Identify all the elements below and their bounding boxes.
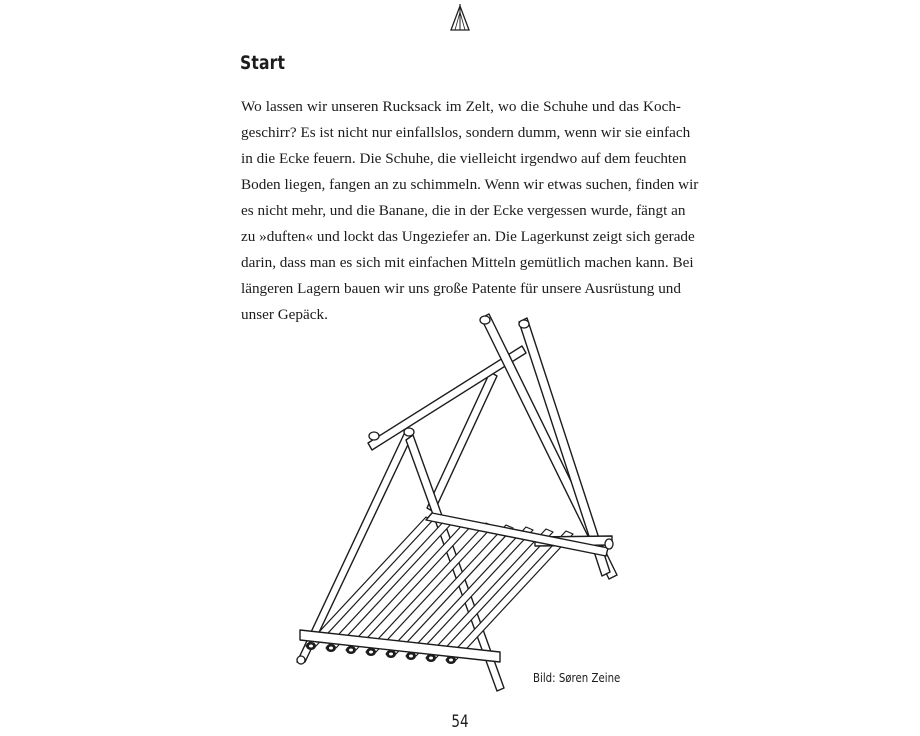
paragraph-line: es nicht mehr, und die Banane, die in der Ecke vergessen wurde, fängt an bbox=[241, 202, 686, 219]
section-heading: Start bbox=[240, 52, 286, 74]
paragraph-line: Boden liegen, fangen an zu schimmeln. Wenn wir etwas suchen, finden wir bbox=[241, 176, 699, 193]
image-credit: Bild: Søren Zeine bbox=[533, 671, 621, 685]
paragraph-line: längeren Lagern bauen wir uns große Patente für unsere Ausrüstung und bbox=[241, 280, 681, 297]
body-paragraph bbox=[241, 94, 699, 328]
paragraph-line: geschirr? Es ist nicht nur einfallslos, sondern dumm, wenn wir sie einfach bbox=[241, 124, 691, 141]
tent-icon bbox=[448, 4, 472, 34]
page-number: 54 bbox=[451, 712, 469, 732]
paragraph-line: unser Gepäck. bbox=[241, 306, 328, 323]
wooden-rack-illustration bbox=[280, 300, 640, 700]
paragraph-line: zu »duften« und lockt das Ungeziefer an. Die Lagerkunst zeigt sich gerade bbox=[241, 228, 695, 245]
paragraph-line: Wo lassen wir unseren Rucksack im Zelt, wo die Schuhe und das Koch- bbox=[241, 98, 681, 115]
paragraph-line: in die Ecke feuern. Die Schuhe, die vielleicht irgendwo auf dem feuchten bbox=[241, 150, 687, 167]
paragraph-line: darin, dass man es sich mit einfachen Mitteln gemütlich machen kann. Bei bbox=[241, 254, 694, 271]
